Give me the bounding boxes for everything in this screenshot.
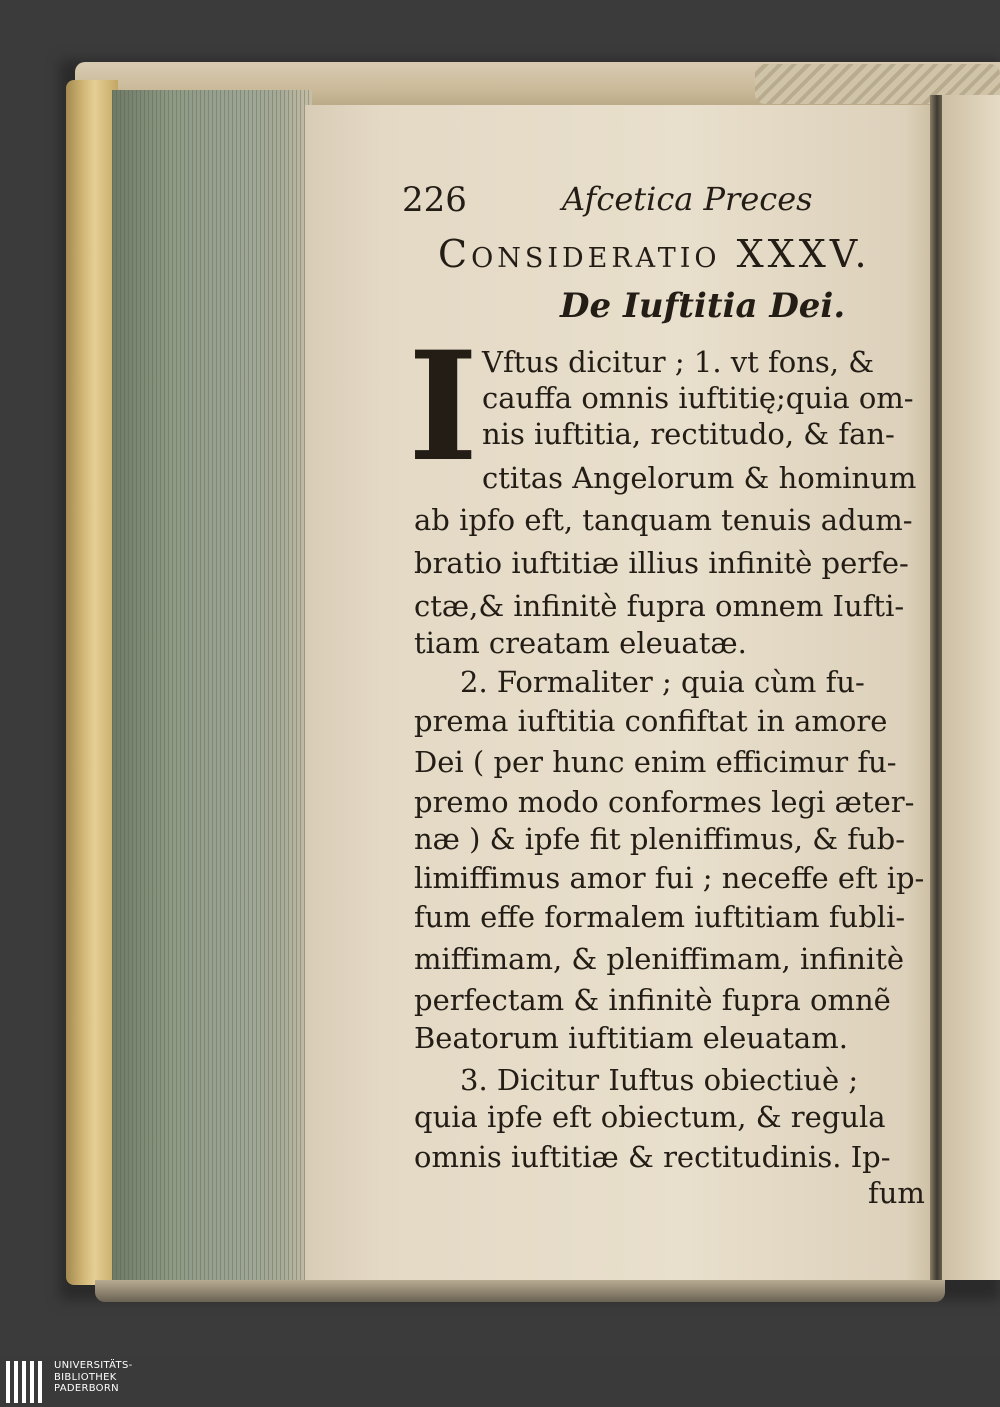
logo-line: PADERBORN <box>54 1383 119 1394</box>
page-number: 226 <box>402 180 467 220</box>
text-line: Beatorum iuftitiam eleuatam. <box>414 1021 848 1055</box>
library-logo-text <box>54 1360 133 1395</box>
library-logo-icon <box>6 1361 44 1403</box>
text-line: perfectam & infinitè fupra omnẽ <box>414 983 891 1017</box>
text-line: omnis iuftitiæ & rectitudinis. Ip- <box>414 1140 891 1174</box>
book-bottom-edge <box>95 1280 945 1302</box>
logo-line: BIBLIOTHEK <box>54 1371 117 1383</box>
drop-capital: I <box>408 319 479 495</box>
text-line: 2. Formaliter ; quia cùm fu- <box>460 665 865 699</box>
text-line: prema iuftitia confiftat in amore <box>414 704 888 738</box>
catchword: fum <box>868 1176 925 1210</box>
book-binding <box>66 80 118 1285</box>
text-line: tiam creatam eleuatæ. <box>414 626 747 660</box>
running-head <box>402 180 822 228</box>
text-line: limiffimus amor fui ; neceffe eft ip- <box>414 861 925 895</box>
text-line: næ ) & ipfe fit pleniffimus, & fub- <box>414 822 906 856</box>
text-line: cauffa omnis iuftitię;quia om- <box>482 381 914 415</box>
chapter-subheading: De Iuftitia Dei. <box>560 286 846 326</box>
text-line: bratio iuftitiæ illius infinitè perfe- <box>414 546 909 580</box>
text-line: 3. Dicitur Iuftus obiectiuè ; <box>460 1063 859 1097</box>
text-line: ab ipfo eft, tanquam tenuis adum- <box>414 503 913 537</box>
text-line: miffimam, & pleniffimam, infinitè <box>414 942 905 976</box>
text-line: fum effe formalem iuftitiam fubli- <box>414 900 906 934</box>
page-stack-edge <box>112 90 312 1280</box>
text-line: ctitas Angelorum & hominum <box>482 461 917 495</box>
text-line: premo modo conformes legi æter- <box>414 785 915 819</box>
text-line: Vftus dicitur ; 1. vt fons, & <box>482 345 875 379</box>
running-title: Afcetica Preces <box>562 180 813 218</box>
text-line: Dei ( per hunc enim efficimur fu- <box>414 745 897 779</box>
chapter-heading: Consideratio XXXV. <box>438 232 871 276</box>
text-line: nis iuftitia, rectitudo, & fan- <box>482 417 895 451</box>
facing-page-edge <box>942 95 1000 1280</box>
text-line: ctæ,& infinitè fupra omnem Iufti- <box>414 589 905 623</box>
footer-bar <box>0 1357 1000 1407</box>
text-line: quia ipfe eft obiectum, & regula <box>414 1100 886 1134</box>
logo-line: UNIVERSITÄTS- <box>54 1360 133 1371</box>
